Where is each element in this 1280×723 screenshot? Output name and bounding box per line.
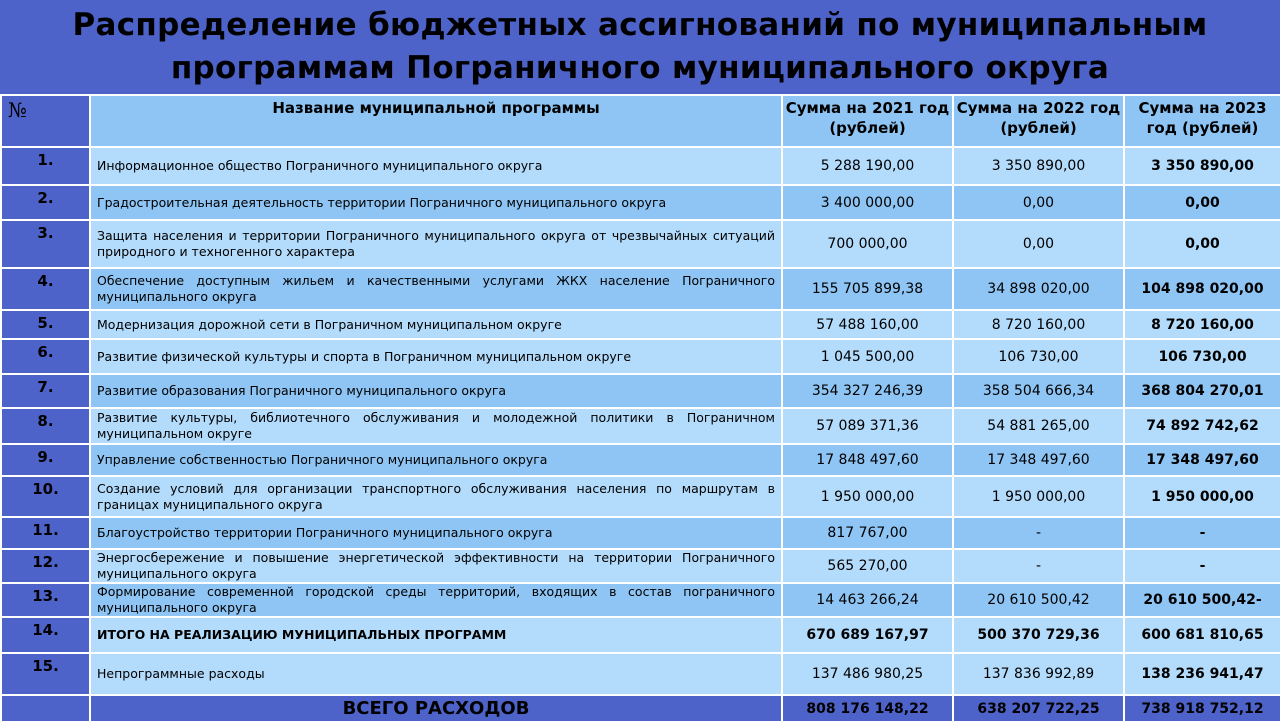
sum-2023: 74 892 742,62 (1124, 408, 1280, 444)
row-number: 5. (1, 310, 90, 339)
header-2023: Сумма на 2023 год (рублей) (1124, 95, 1280, 147)
sum-2021: 817 767,00 (782, 517, 953, 549)
sum-2021: 700 000,00 (782, 220, 953, 268)
program-name: Развитие образования Пограничного муниципального округа (90, 374, 782, 408)
grand-total-2021: 808 176 148,22 (782, 695, 953, 722)
sum-2022: 358 504 666,34 (953, 374, 1124, 408)
sum-2022: 0,00 (953, 185, 1124, 220)
page-title: Распределение бюджетных ассигнований по муниципальным программам Пограничного муниципального округа (72, 7, 1208, 86)
sum-2023: 1 950 000,00 (1124, 476, 1280, 517)
table-row (1, 374, 1280, 408)
program-name: Создание условий для организации транспортного обслуживания населения по маршрутам в границах муниципального округа (90, 476, 782, 517)
table-row (1, 517, 1280, 549)
program-name: Обеспечение доступным жильем и качественными услугами ЖКХ население Пограничного муниципального округа (90, 268, 782, 310)
program-name: Формирование современной городской среды территорий, входящих в состав пограничного муниципального округа (90, 583, 782, 617)
program-name: Развитие физической культуры и спорта в Пограничном муниципальном округе (90, 339, 782, 374)
sum-2021: 670 689 167,97 (782, 617, 953, 653)
sum-2022: 20 610 500,42 (953, 583, 1124, 617)
program-name: Развитие культуры, библиотечного обслуживания и молодежной политики в Пограничном муниципальном округе (90, 408, 782, 444)
sum-2021: 354 327 246,39 (782, 374, 953, 408)
sum-2022: 137 836 992,89 (953, 653, 1124, 695)
sum-2023: 600 681 810,65 (1124, 617, 1280, 653)
row-number: 15. (1, 653, 90, 695)
sum-2022: - (953, 549, 1124, 583)
sum-2022: 0,00 (953, 220, 1124, 268)
grand-total-2023: 738 918 752,12 (1124, 695, 1280, 722)
program-name: Защита населения и территории Пограничного муниципального округа от чрезвычайных ситуаций природного и техногенного характера (90, 220, 782, 268)
sum-2021: 565 270,00 (782, 549, 953, 583)
sum-2023: 8 720 160,00 (1124, 310, 1280, 339)
header-2021: Сумма на 2021 год (рублей) (782, 95, 953, 147)
sum-2023: 3 350 890,00 (1124, 147, 1280, 185)
program-name: Модернизация дорожной сети в Пограничном муниципальном округе (90, 310, 782, 339)
sum-2022: 106 730,00 (953, 339, 1124, 374)
sum-2023: - (1124, 549, 1280, 583)
sum-2023: 0,00 (1124, 220, 1280, 268)
budget-table (0, 94, 1280, 723)
sum-2021: 5 288 190,00 (782, 147, 953, 185)
table-row (1, 653, 1280, 695)
row-number: 1. (1, 147, 90, 185)
program-name: Благоустройство территории Пограничного муниципального округа (90, 517, 782, 549)
program-name: Информационное общество Пограничного муниципального округа (90, 147, 782, 185)
header-program-name: Название муниципальной программы (90, 95, 782, 147)
sum-2022: - (953, 517, 1124, 549)
row-number: 2. (1, 185, 90, 220)
table-row (1, 185, 1280, 220)
program-name: Энергосбережение и повышение энергетической эффективности на территории Пограничного муниципального округа (90, 549, 782, 583)
sum-2023: 20 610 500,42- (1124, 583, 1280, 617)
sum-2022: 17 348 497,60 (953, 444, 1124, 476)
sum-2023: 138 236 941,47 (1124, 653, 1280, 695)
table-row (1, 310, 1280, 339)
row-number: 9. (1, 444, 90, 476)
sum-2021: 137 486 980,25 (782, 653, 953, 695)
grand-total-label: ВСЕГО РАСХОДОВ (90, 695, 782, 722)
sum-2022: 3 350 890,00 (953, 147, 1124, 185)
row-number: 7. (1, 374, 90, 408)
row-number: 13. (1, 583, 90, 617)
sum-2023: 104 898 020,00 (1124, 268, 1280, 310)
row-number: 6. (1, 339, 90, 374)
sum-2021: 17 848 497,60 (782, 444, 953, 476)
table-header-row (1, 95, 1280, 147)
table-row (1, 268, 1280, 310)
row-number: 10. (1, 476, 90, 517)
sum-2022: 34 898 020,00 (953, 268, 1124, 310)
table-row (1, 549, 1280, 583)
program-total-label: ИТОГО НА РЕАЛИЗАЦИЮ МУНИЦИПАЛЬНЫХ ПРОГРАММ (90, 617, 782, 653)
sum-2021: 3 400 000,00 (782, 185, 953, 220)
sum-2023: - (1124, 517, 1280, 549)
table-row (1, 147, 1280, 185)
row-number: 3. (1, 220, 90, 268)
row-number: 4. (1, 268, 90, 310)
sum-2021: 155 705 899,38 (782, 268, 953, 310)
sum-2021: 57 089 371,36 (782, 408, 953, 444)
table-row (1, 444, 1280, 476)
header-number: № (1, 95, 90, 147)
sum-2023: 368 804 270,01 (1124, 374, 1280, 408)
sum-2022: 54 881 265,00 (953, 408, 1124, 444)
sum-2021: 57 488 160,00 (782, 310, 953, 339)
sum-2022: 8 720 160,00 (953, 310, 1124, 339)
row-number: 14. (1, 617, 90, 653)
grand-total-row (1, 695, 1280, 722)
row-number: 11. (1, 517, 90, 549)
sum-2021: 14 463 266,24 (782, 583, 953, 617)
sum-2022: 1 950 000,00 (953, 476, 1124, 517)
program-name: Управление собственностью Пограничного муниципального округа (90, 444, 782, 476)
sum-2023: 106 730,00 (1124, 339, 1280, 374)
sum-2021: 1 950 000,00 (782, 476, 953, 517)
row-number: 8. (1, 408, 90, 444)
table-row (1, 583, 1280, 617)
grand-total-number-cell (1, 695, 90, 722)
grand-total-2022: 638 207 722,25 (953, 695, 1124, 722)
program-name: Непрограммные расходы (90, 653, 782, 695)
row-number: 12. (1, 549, 90, 583)
table-row (1, 476, 1280, 517)
sum-2022: 500 370 729,36 (953, 617, 1124, 653)
table-row (1, 220, 1280, 268)
sum-2023: 0,00 (1124, 185, 1280, 220)
table-row-program-total (1, 617, 1280, 653)
header-2022: Сумма на 2022 год (рублей) (953, 95, 1124, 147)
table-row (1, 408, 1280, 444)
table-row (1, 339, 1280, 374)
sum-2021: 1 045 500,00 (782, 339, 953, 374)
sum-2023: 17 348 497,60 (1124, 444, 1280, 476)
program-name: Градостроительная деятельность территории Пограничного муниципального округа (90, 185, 782, 220)
